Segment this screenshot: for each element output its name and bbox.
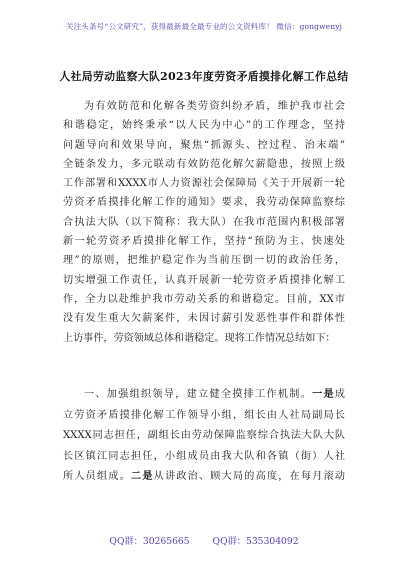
text-line: 劳资矛盾摸排化解工作的通知》要求，我劳动保障监察综: [63, 197, 345, 209]
text-line: 问题导向和效果导向，聚焦“抓源头、控过程、治末端”: [63, 139, 345, 151]
text-line: 切实增强工作责任，认真开展新一轮劳资矛盾摸排化解工: [63, 274, 345, 286]
qq-group-1: QQ群：30265665: [109, 536, 190, 547]
text-line: 上访事件，劳资领域总体和谐稳定。现将工作情况总结如下：: [63, 332, 336, 344]
text-line: 立劳资矛盾摸排化解工作领导小组，组长由人社局副局长: [63, 409, 345, 421]
header-banner: 关注头条号“公文研究”，获得最新最全最专业的公文资料库！ 微信：gongwenyj: [65, 22, 343, 31]
text-line: 工作部署和XXXX市人力资源社会保障局《关于开展新一轮: [63, 178, 345, 190]
text-line: [63, 385, 345, 406]
text-line: 长区镇江同志担任，小组成员由我大队和各镇（街）人社: [63, 450, 345, 462]
text-run: 成: [334, 389, 345, 400]
text-line: 全链条发力，多元联动有效防范化解欠薪隐患，按照上级: [63, 158, 345, 170]
footer-contact: [0, 533, 408, 547]
text-line: 合执法大队（以下简称：我大队）在我市范围内积极部署: [63, 216, 345, 228]
paragraph-intro: [63, 97, 345, 348]
bold-lead: 二是: [130, 471, 154, 482]
text-line: 没有发生重大欠薪案件，未因讨薪引发恶性事件和群体性: [63, 313, 345, 325]
text-line: 理”的原则，把维护稳定作为当前压倒一切的政治任务，: [63, 255, 345, 267]
text-line: 为有效防范和化解各类劳资纠纷矛盾，维护我市社会: [84, 101, 345, 112]
qq-group-2: QQ群：535304092: [212, 536, 299, 547]
text-line: XXXX同志担任，副组长由劳动保障监察综合执法大队大队: [63, 430, 345, 441]
section-heading: 一、加强组织领导，建立健全摸排工作机制。: [84, 389, 313, 400]
text-run: 所人员组成。: [63, 471, 131, 482]
bold-lead: 一是: [312, 389, 335, 400]
text-line: 作，全力以赴维护我市劳动关系的和谐稳定。目前，XX市: [63, 293, 345, 305]
text-line: 和谐稳定，始终秉承“以人民为中心”的工作理念，坚持: [63, 120, 345, 132]
document-title: 人社局劳动监察大队2023年度劳资矛盾摸排化解工作总结: [59, 70, 349, 83]
text-line: [63, 467, 345, 488]
text-run: 从讲政治、顾大局的高度，在每月滚动: [153, 471, 345, 482]
paragraph-section-one: [63, 385, 345, 488]
text-line: 新一轮劳资矛盾摸排化解工作，坚持“预防为主、快速处: [63, 236, 345, 248]
